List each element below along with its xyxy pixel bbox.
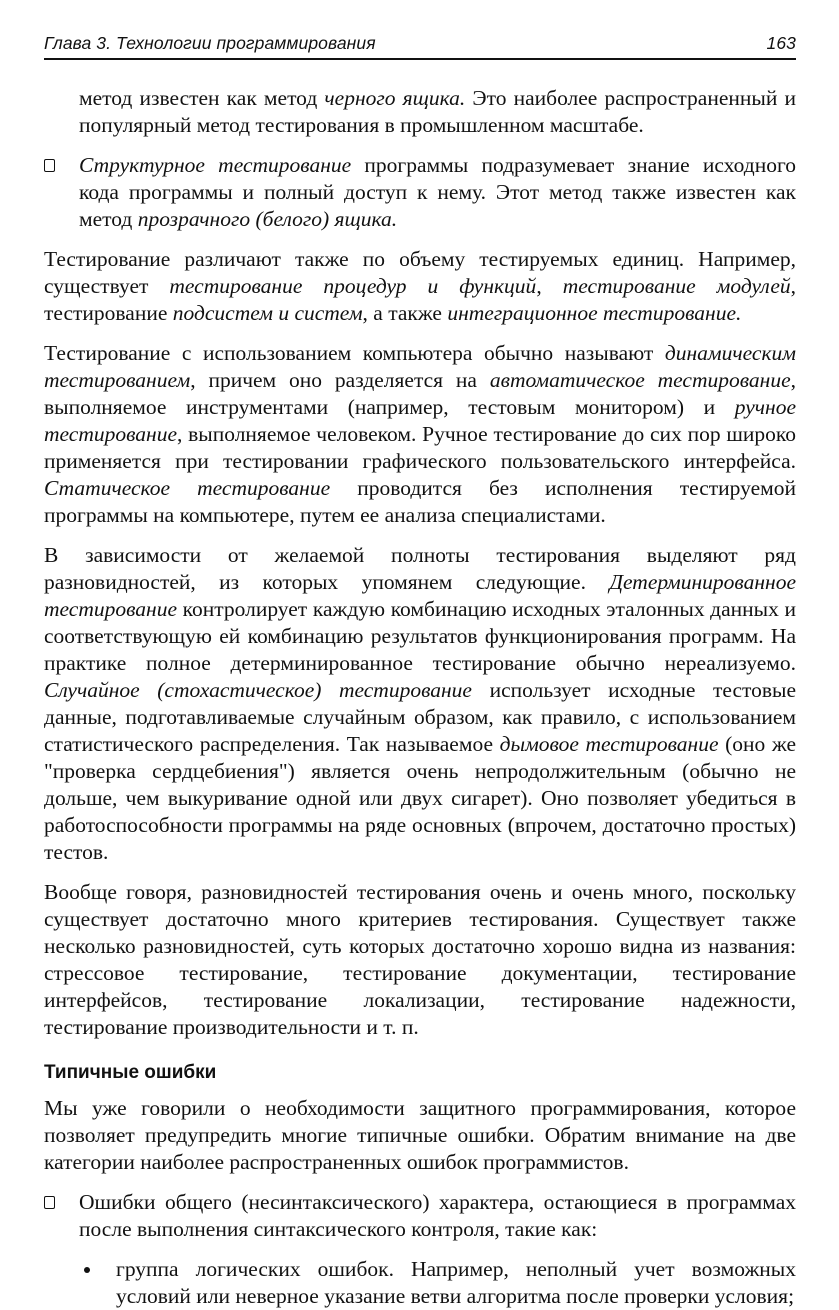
text-run: , выполняемое человеком. Ручное тестирование до сих пор широко применяется при тестировании графического пользовательского интерфейса. xyxy=(44,422,796,473)
list-item-structural-testing xyxy=(44,152,796,233)
text-run: проводится без исполнения тестируемой программы на компьютере, путем ее анализа специалистами. xyxy=(44,476,796,527)
text-run: Мы уже говорили о необходимости защитного программирования, которое позволяет предупредить многие типичные ошибки. Обратим внимание на две категории наиболее распространенных ошибок программистов. xyxy=(44,1096,796,1174)
text-run: использует исходные тестовые данные, подготавливаемые случайным образом, как правило, с использованием статистического распределения. Так называемое xyxy=(44,678,796,756)
term-procedure-testing: тестирование процедур и функций xyxy=(169,274,537,298)
term-subsystem-testing: подсистем и систем xyxy=(172,301,363,325)
paragraph-dynamic-testing xyxy=(44,340,796,529)
term-structural-testing: Структурное тестирование xyxy=(79,153,352,177)
chapter-title: Глава 3. Технологии программирования xyxy=(44,33,376,53)
term-integration-testing: интеграционное тестирование. xyxy=(447,301,742,325)
text-run: контролирует каждую комбинацию исходных эталонных данных и соответствующую ей комбинацию результатов функционирования программ. На практике полное детерминированное тестирование обычно нереализуемо. xyxy=(44,597,796,675)
term-black-box: черного ящика. xyxy=(324,86,466,110)
paragraph-test-scope xyxy=(44,246,796,327)
text-run: , выполняемое инструментами (например, тестовым монитором) и xyxy=(44,368,796,419)
term-dynamic-testing: динамическим тестированием xyxy=(44,341,796,392)
text-run: метод известен как метод xyxy=(79,86,325,110)
text-run: Тестирование с использованием компьютера обычно называют xyxy=(44,341,665,365)
text-run: , тестирование xyxy=(44,274,796,325)
continued-paragraph xyxy=(44,85,796,139)
term-manual-testing: ручное тестирование xyxy=(44,395,796,446)
sublist-item-logical-errors xyxy=(44,1256,796,1310)
running-header xyxy=(44,30,796,60)
term-static-testing: Статическое тестирование xyxy=(44,476,331,500)
text-run: , а также xyxy=(362,301,448,325)
text-run: Это наиболее распространенный и популярный метод тестирования в промышленном масштабе. xyxy=(79,86,796,137)
text-run: Ошибки общего (несинтаксического) характера, остающиеся в программах после выполнения синтаксического контроля, такие как: xyxy=(79,1190,796,1241)
checkbox-bullet-icon xyxy=(44,159,55,172)
term-automatic-testing: автоматическое тестирование xyxy=(489,368,791,392)
bullet-dot-icon xyxy=(84,1267,90,1273)
term-white-box: прозрачного (белого) ящика. xyxy=(137,207,398,231)
term-smoke-testing: дымовое тестирование xyxy=(499,732,719,756)
paragraph-typical-errors xyxy=(44,1095,796,1176)
page-number: 163 xyxy=(766,33,796,53)
paragraph-varieties xyxy=(44,879,796,1041)
list-item-general-errors xyxy=(44,1189,796,1243)
text-run: В зависимости от желаемой полноты тестирования выделяют ряд разновидностей, из которых упомянем следующие. xyxy=(44,543,796,594)
term-random-testing: Случайное (стохастическое) тестирование xyxy=(44,678,472,702)
paragraph-completeness xyxy=(44,542,796,866)
term-module-testing: тестирование модулей xyxy=(562,274,791,298)
text-run: Тестирование различают также по объему тестируемых единиц. Например, существует xyxy=(44,247,796,298)
section-heading: Типичные ошибки xyxy=(44,1062,217,1083)
text-run: группа логических ошибок. Например, неполный учет возможных условий или неверное указание ветви алгоритма после проверки условия; xyxy=(116,1257,796,1308)
text-run: , xyxy=(536,274,563,298)
checkbox-bullet-icon xyxy=(44,1196,55,1209)
text-run: (оно же "проверка сердцебиения") является очень непродолжительным (обычно не дольше, чем выкуривание одной или двух сигарет). Оно позволяет убедиться в работоспособности программы на ряде основных (впрочем, достаточно простых) тестов. xyxy=(44,732,797,864)
text-run: программы подразумевает знание исходного кода программы и полный доступ к нему. Этот метод также известен как метод xyxy=(79,153,796,231)
term-deterministic-testing: Детерминированное тестирование xyxy=(44,570,796,621)
page-body xyxy=(44,85,796,1310)
text-run: , причем оно разделяется на xyxy=(190,368,490,392)
text-run: Вообще говоря, разновидностей тестирования очень и очень много, поскольку существует достаточно много критериев тестирования. Существует также несколько разновидностей, суть которых достаточно хорошо видна из названия: стрессовое тестирование, тестирование документации, тестирование интерфейсов, тестирование локализации, тестирование надежности, тестирование производительности и т. п. xyxy=(44,880,796,1039)
